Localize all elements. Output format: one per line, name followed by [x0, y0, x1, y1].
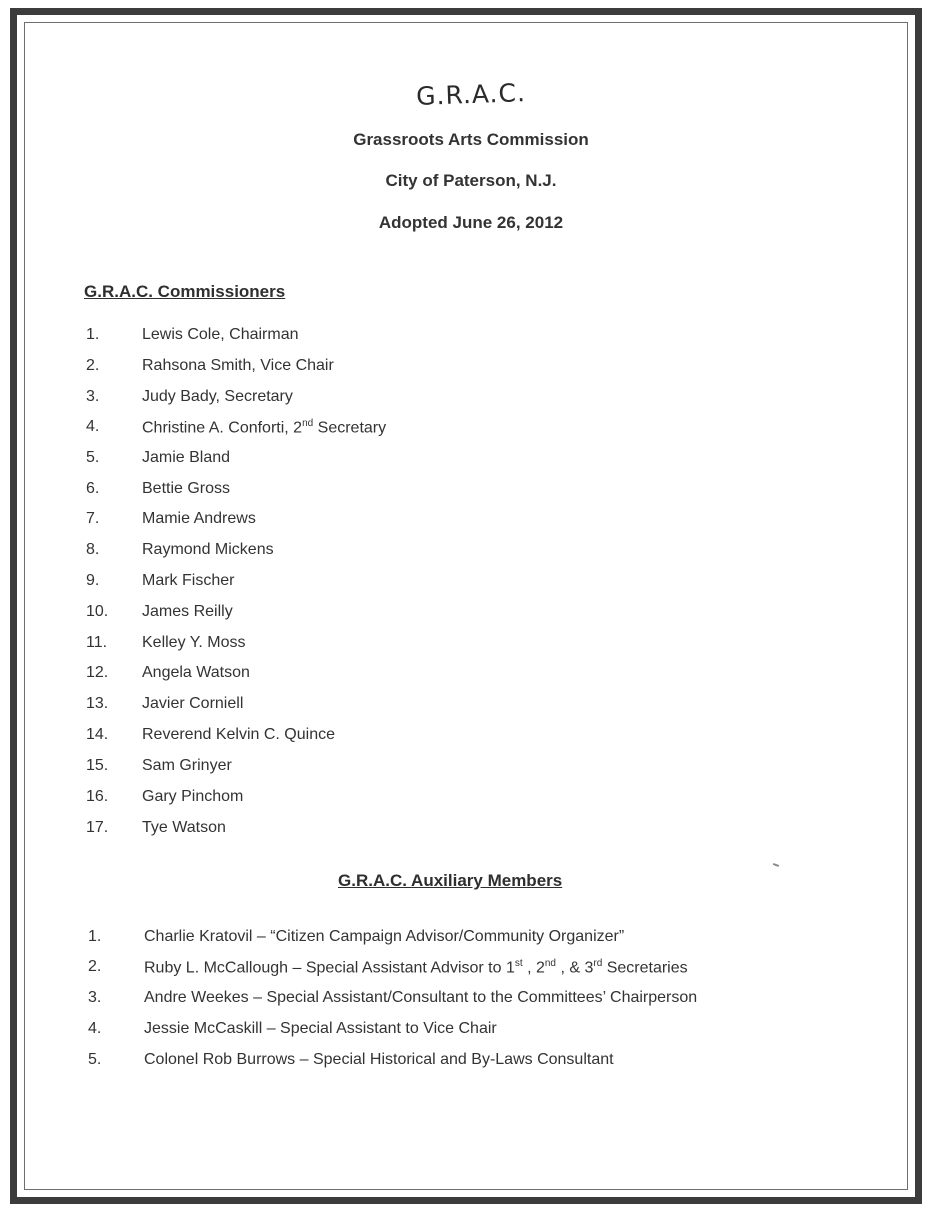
commissioner-name: Mamie Andrews — [142, 510, 256, 527]
item-number: 14. — [86, 726, 109, 743]
ordinal-suffix: nd — [544, 958, 556, 969]
commissioner-name: Javier Corniell — [142, 695, 244, 712]
commissioner-name: Judy Bady, Secretary — [142, 388, 293, 405]
item-number: 10. — [86, 603, 109, 620]
member-description: Colonel Rob Burrows – Special Historical and By-Laws Consultant — [144, 1051, 614, 1068]
city-line: City of Paterson, N.J. — [385, 171, 557, 190]
commissioner-name: Angela Watson — [142, 664, 250, 681]
item-number: 4. — [88, 1020, 102, 1037]
commissioner-name: Lewis Cole, Chairman — [142, 326, 299, 343]
member-description: Jessie McCaskill – Special Assistant to Vice Chair — [144, 1020, 497, 1037]
member-description — [144, 958, 688, 977]
item-number: 3. — [88, 989, 102, 1006]
org-name: Grassroots Arts Commission — [353, 130, 589, 149]
member-description: Andre Weekes – Special Assistant/Consultant to the Committees’ Chairperson — [144, 989, 698, 1006]
commissioner-name: Tye Watson — [142, 819, 226, 836]
item-number: 1. — [86, 326, 100, 343]
item-number: 13. — [86, 695, 109, 712]
name-text: Christine A. Conforti, 2 — [142, 419, 303, 437]
item-number: 8. — [86, 541, 100, 558]
ordinal-suffix: rd — [593, 958, 603, 969]
item-number: 11. — [86, 634, 108, 651]
item-number: 12. — [86, 664, 109, 681]
adopted-date: Adopted June 26, 2012 — [378, 213, 564, 232]
item-number: 16. — [86, 788, 109, 805]
member-text: , 2 — [522, 959, 545, 977]
ordinal-suffix: nd — [302, 418, 314, 429]
commissioner-name: Kelley Y. Moss — [142, 634, 246, 651]
item-number: 15. — [86, 757, 109, 774]
commissioner-name: Mark Fischer — [142, 572, 235, 589]
commissioner-name: Reverend Kelvin C. Quince — [142, 726, 335, 743]
commissioner-name: Raymond Mickens — [142, 541, 274, 558]
commissioners-heading: G.R.A.C. Commissioners — [84, 282, 286, 301]
member-text: , & 3 — [556, 959, 594, 977]
commissioner-name: Jamie Bland — [142, 449, 231, 466]
item-number: 7. — [86, 510, 100, 527]
item-number: 5. — [88, 1051, 102, 1068]
grac-logo: G.R.A.C. — [415, 78, 527, 111]
commissioner-name: Gary Pinchom — [142, 788, 244, 805]
commissioner-name: James Reilly — [142, 603, 233, 620]
item-number: 3. — [86, 388, 100, 405]
commissioner-name — [142, 418, 386, 437]
member-description: Charlie Kratovil – “Citizen Campaign Advisor/Community Organizer” — [144, 928, 625, 945]
member-text: Secretaries — [602, 959, 688, 977]
item-number: 17. — [86, 819, 109, 836]
item-number: 9. — [86, 572, 100, 589]
ordinal-suffix: st — [514, 958, 523, 969]
member-text: Ruby L. McCallough – Special Assistant Advisor to 1 — [144, 959, 515, 977]
item-number: 5. — [86, 449, 100, 466]
commissioner-name: Rahsona Smith, Vice Chair — [142, 357, 334, 374]
item-number: 2. — [88, 958, 102, 975]
item-number: 1. — [88, 928, 102, 945]
auxiliary-heading: G.R.A.C. Auxiliary Members — [338, 871, 563, 890]
item-number: 6. — [86, 480, 100, 497]
commissioner-name: Bettie Gross — [142, 480, 231, 497]
commissioner-name: Sam Grinyer — [142, 757, 232, 774]
item-number: 4. — [86, 418, 100, 435]
item-number: 2. — [86, 357, 100, 374]
title-text: Secretary — [313, 419, 387, 437]
